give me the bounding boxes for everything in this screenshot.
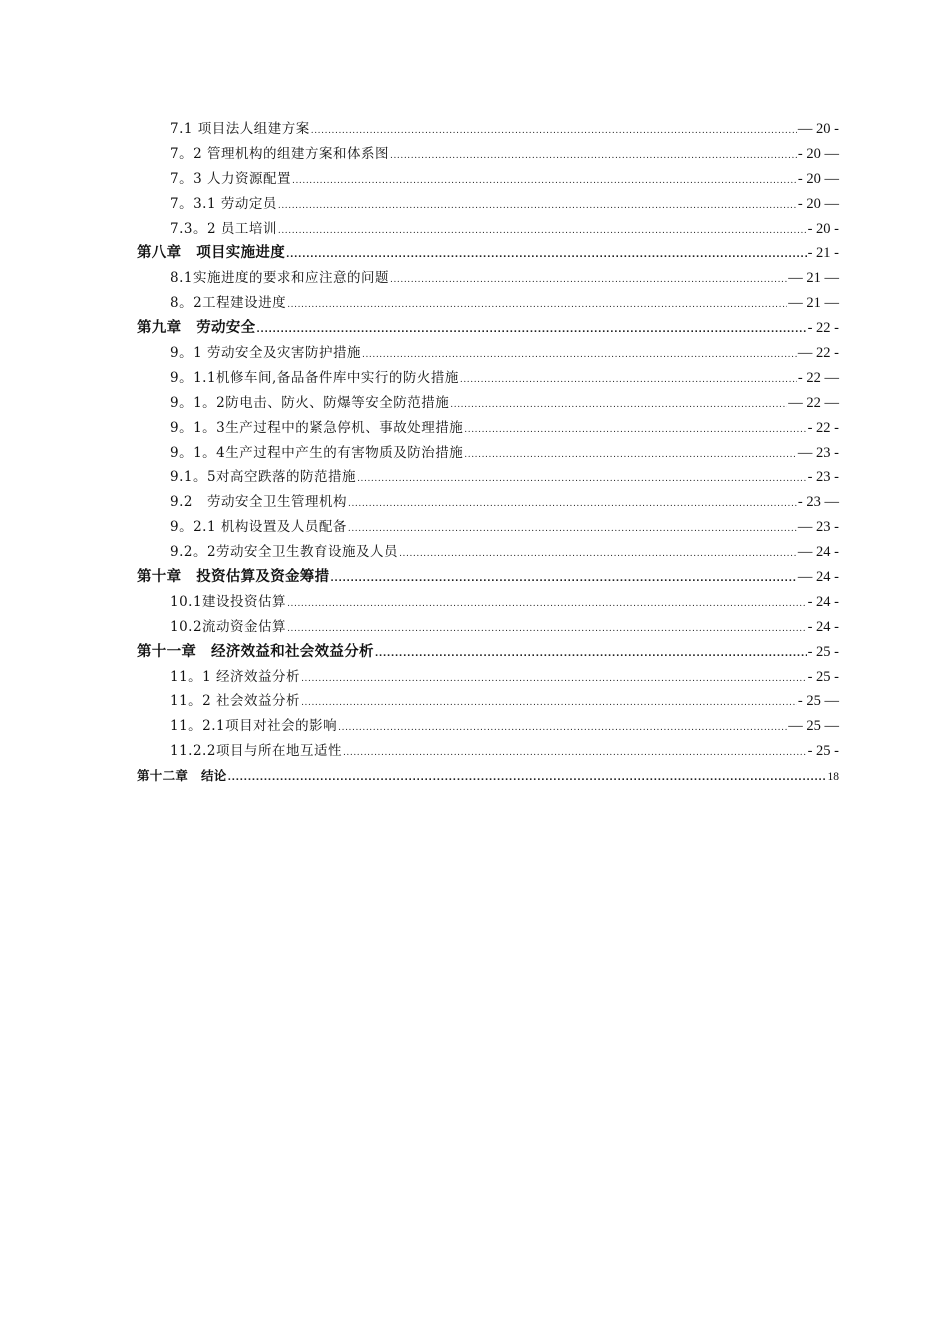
- toc-entry-title: 11.2.2项目与所在地互适性: [170, 743, 342, 760]
- toc-chapter: [137, 640, 839, 665]
- toc-entry-title: 9。1 劳动安全及灾害防护措施: [170, 345, 361, 362]
- toc-entry-title: 9.2。2劳动安全卫生教育设施及人员: [170, 544, 399, 561]
- toc-entry-page: - 22 —: [797, 369, 839, 386]
- dot-leader: [301, 667, 807, 692]
- toc-entry-title: 9。1。2防电击、防火、防爆等安全防范措施: [170, 394, 450, 411]
- toc-entry-page: - 20 —: [797, 195, 839, 212]
- toc-entry-page: - 25 -: [807, 743, 839, 760]
- toc-entry-title: 11。2 社会效益分析: [170, 693, 301, 710]
- toc-chapter-page: - 25 -: [807, 643, 839, 660]
- toc-chapter-page: - 21 -: [807, 245, 839, 262]
- toc-entry-page: — 22 —: [788, 394, 839, 411]
- toc-entry: [137, 590, 839, 615]
- toc-entry-title: 10.1建设投资估算: [170, 593, 287, 610]
- dot-leader: [287, 617, 807, 642]
- toc-entry-title: 11。1 经济效益分析: [170, 668, 301, 685]
- toc-chapter-title: 第十章 投资估算及资金筹措: [137, 569, 330, 586]
- toc-chapter-title: 第十二章 结论: [137, 768, 227, 784]
- toc-entry-page: - 20 —: [797, 145, 839, 162]
- toc-entry-title: 9.1。5对高空跌落的防范措施: [170, 469, 357, 486]
- dot-leader: [464, 418, 806, 443]
- dot-leader: [287, 293, 787, 318]
- toc-entry: [137, 515, 839, 540]
- toc-entry-page: - 20 —: [797, 170, 839, 187]
- toc-entry-title: 7.1 项目法人组建方案: [170, 121, 310, 137]
- toc-entry-page: — 21 —: [788, 270, 839, 287]
- toc-entry: [137, 291, 839, 316]
- toc-entry-page: — 20 -: [797, 121, 839, 137]
- toc-entry-title: 8.1实施进度的要求和应注意的问题: [170, 270, 389, 287]
- dot-leader: [357, 467, 807, 492]
- dot-leader: [362, 343, 797, 368]
- toc-entry: [137, 217, 839, 242]
- toc-entry-page: - 25 -: [807, 668, 839, 685]
- toc-entry: [137, 266, 839, 291]
- toc-entry-page: — 25 —: [788, 718, 839, 735]
- toc-entry: [137, 167, 839, 192]
- table-of-contents: [137, 117, 839, 789]
- toc-entry-title: 9。1。4生产过程中产生的有害物质及防治措施: [170, 444, 464, 461]
- dot-leader: [399, 542, 797, 567]
- dot-leader: [338, 716, 787, 741]
- toc-chapter: [137, 565, 839, 590]
- toc-entry: [137, 490, 839, 515]
- toc-entry: [137, 739, 839, 764]
- toc-entry: [137, 117, 839, 142]
- toc-chapter: [137, 316, 839, 341]
- dot-leader: [390, 144, 797, 169]
- toc-entry-page: - 25 —: [797, 693, 839, 710]
- toc-entry-page: - 22 -: [807, 419, 839, 436]
- toc-entry: [137, 689, 839, 714]
- dot-leader: [348, 492, 797, 517]
- toc-entry-title: 9。2.1 机构设置及人员配备: [170, 519, 347, 536]
- toc-entry: [137, 714, 839, 739]
- toc-entry-title: 9.2 劳动安全卫生管理机构: [170, 494, 347, 511]
- toc-entry: [137, 391, 839, 416]
- toc-entry-page: — 23 -: [797, 444, 839, 461]
- dot-leader: [287, 592, 807, 617]
- toc-entry-page: — 21 —: [788, 295, 839, 312]
- toc-entry-page: — 22 -: [797, 345, 839, 362]
- toc-entry-page: — 23 -: [797, 519, 839, 536]
- toc-chapter-page: — 24 -: [797, 569, 839, 586]
- dot-leader: [292, 169, 797, 194]
- toc-chapter-page: 18: [827, 771, 839, 784]
- dot-leader: [330, 567, 797, 592]
- dot-leader: [450, 393, 787, 418]
- dot-leader: [460, 368, 797, 393]
- toc-entry: [137, 192, 839, 217]
- toc-entry: [137, 441, 839, 466]
- toc-entry-title: 7。3 人力资源配置: [170, 170, 291, 187]
- dot-leader: [278, 219, 807, 244]
- toc-entry-page: — 24 -: [797, 544, 839, 561]
- toc-entry: [137, 615, 839, 640]
- toc-entry-title: 8。2工程建设进度: [170, 295, 287, 312]
- dot-leader: [343, 741, 807, 766]
- dot-leader: [256, 318, 806, 343]
- dot-leader: [348, 517, 797, 542]
- toc-entry-title: 10.2流动资金估算: [170, 618, 287, 635]
- toc-entry: [137, 665, 839, 690]
- toc-entry-page: - 24 -: [807, 618, 839, 635]
- toc-chapter-title: 第九章 劳动安全: [137, 320, 256, 337]
- toc-chapter-title: 第八章 项目实施进度: [137, 245, 285, 262]
- dot-leader: [311, 119, 797, 144]
- toc-chapter: [137, 764, 839, 789]
- toc-chapter: [137, 241, 839, 266]
- toc-entry: [137, 416, 839, 441]
- toc-entry-title: 11。2.1项目对社会的影响: [170, 718, 338, 735]
- toc-entry: [137, 465, 839, 490]
- toc-entry-title: 9。1.1机修车间,备品备件库中实行的防火措施: [170, 369, 459, 386]
- dot-leader: [375, 642, 807, 667]
- toc-chapter-page: - 22 -: [807, 320, 839, 337]
- toc-entry-page: - 24 -: [807, 593, 839, 610]
- dot-leader: [464, 443, 797, 468]
- toc-entry-page: - 23 —: [797, 494, 839, 511]
- toc-entry-page: - 20 -: [807, 220, 839, 237]
- dot-leader: [390, 268, 787, 293]
- toc-entry-title: 9。1。3生产过程中的紧急停机、事故处理措施: [170, 419, 464, 436]
- toc-entry: [137, 366, 839, 391]
- toc-entry: [137, 540, 839, 565]
- dot-leader: [278, 194, 797, 219]
- dot-leader: [286, 243, 807, 268]
- toc-entry-page: - 23 -: [807, 469, 839, 486]
- toc-entry-title: 7。3.1 劳动定员: [170, 195, 277, 212]
- toc-entry-title: 7.3。2 员工培训: [170, 220, 277, 237]
- dot-leader: [301, 691, 797, 716]
- toc-chapter-title: 第十一章 经济效益和社会效益分析: [137, 643, 374, 660]
- toc-entry-title: 7。2 管理机构的组建方案和体系图: [170, 145, 389, 162]
- dot-leader: [228, 766, 827, 791]
- toc-entry: [137, 142, 839, 167]
- toc-entry: [137, 341, 839, 366]
